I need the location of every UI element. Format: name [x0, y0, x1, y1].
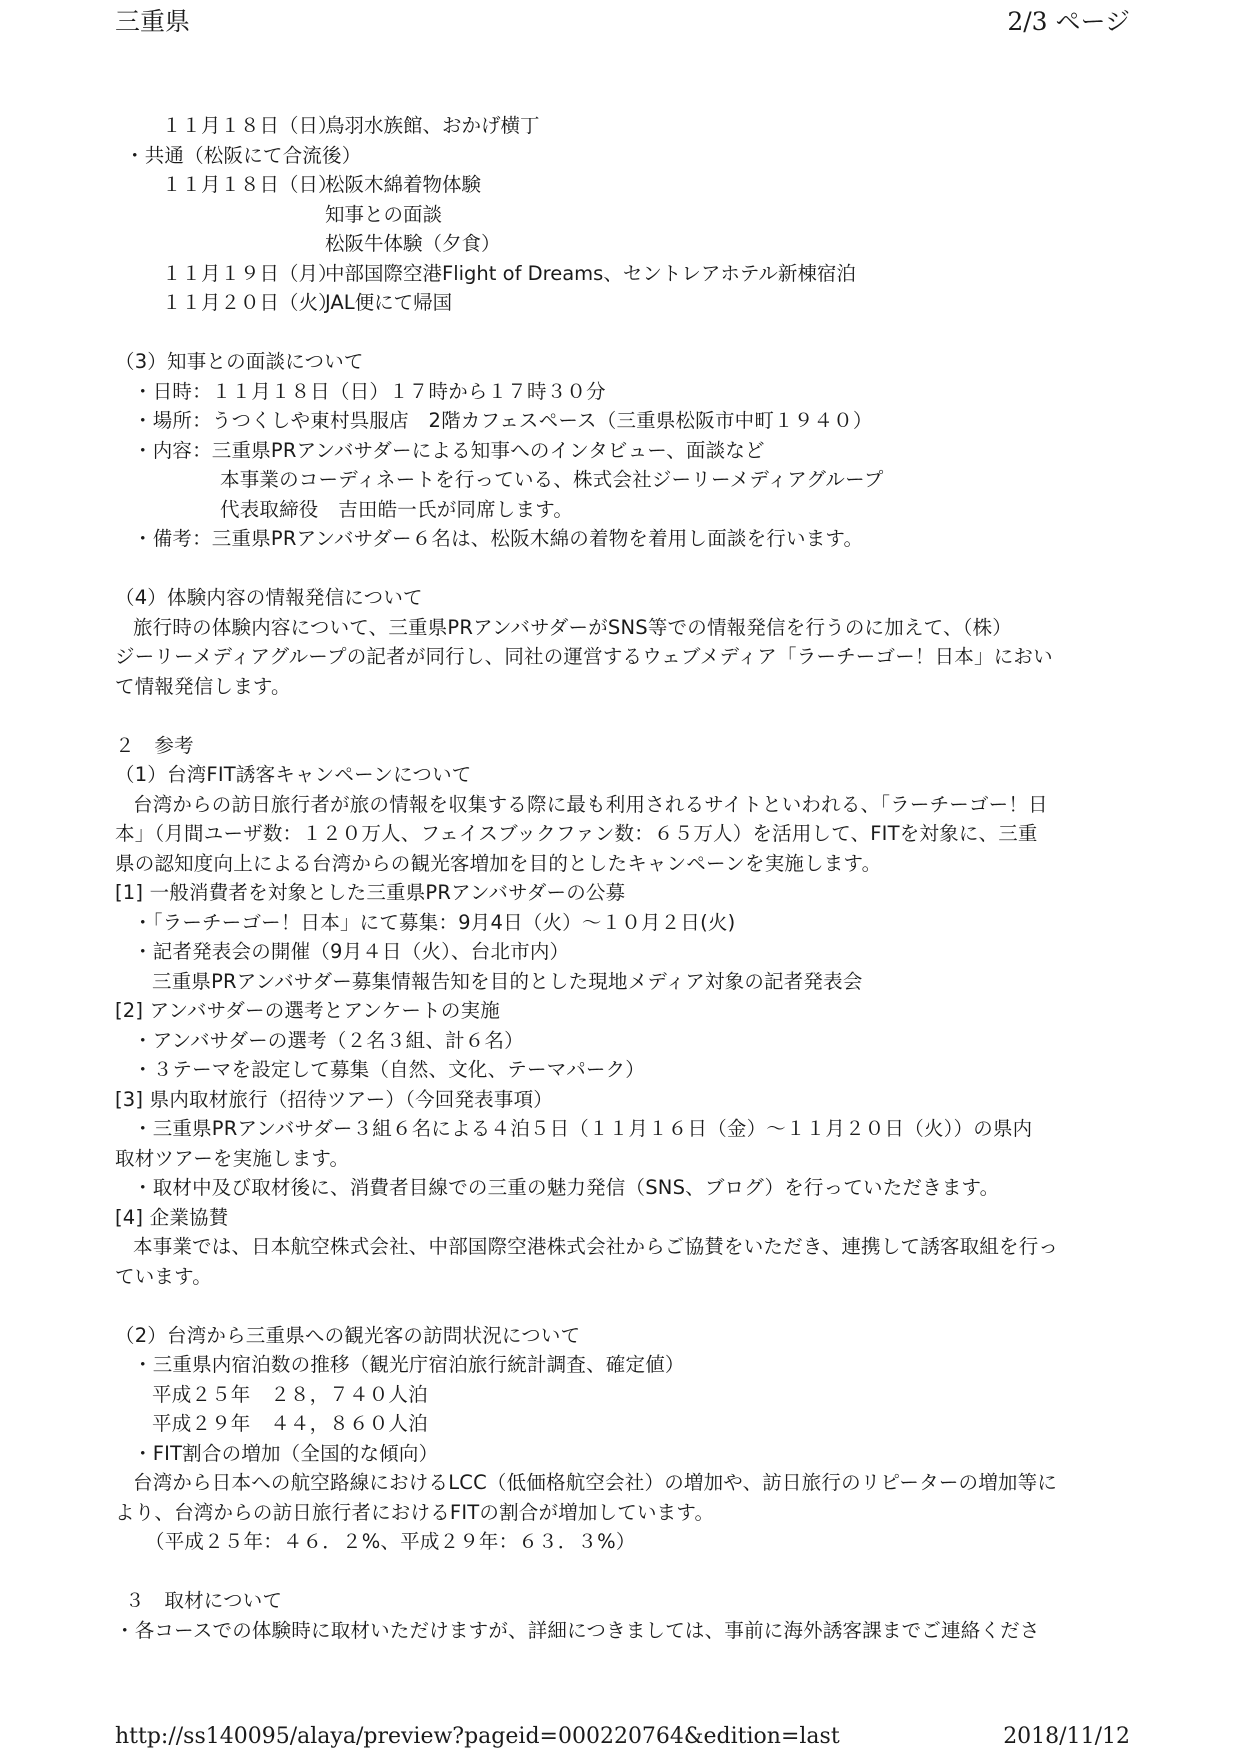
paragraph-line: ・取材中及び取材後に、消費者目線での三重の魅力発信（SNS、ブログ）を行っていただきます。 — [133, 1176, 1000, 1199]
paragraph-line: より、台湾からの訪日旅行者におけるFITの割合が増加しています。 — [115, 1500, 715, 1524]
document-body — [115, 111, 1130, 1645]
paragraph-line: ・「ラーチーゴー！日本」にて募集：9月4日（火）～１０月２日(火) — [133, 910, 736, 934]
paragraph-line: 台湾から日本への航空路線におけるLCC（低価格航空会社）の増加や、訪日旅行のリピーターの増加等に — [133, 1471, 1058, 1494]
paragraph-line: ・備考：三重県PRアンバサダー６名は、松阪木綿の着物を着用し面談を行います。 — [133, 527, 864, 550]
spacer — [115, 318, 1130, 348]
schedule-date: １１月１８日（日） — [162, 114, 338, 137]
page-footer — [115, 1724, 1130, 1749]
schedule-row — [115, 288, 1130, 318]
footer-date: 2018/11/12 — [1003, 1724, 1130, 1749]
header-page-number: 2/3 ページ — [1007, 7, 1130, 36]
paragraph-line: 台湾からの訪日旅行者が旅の情報を収集する際に最も利用されるサイトといわれる、「ラーチーゴー！日 — [133, 792, 1048, 816]
schedule-text: 松阪牛体験（夕食） — [325, 232, 501, 255]
paragraph-line: 県の認知度向上による台湾からの観光客増加を目的としたキャンペーンを実施します。 — [115, 851, 882, 875]
item-heading: [1] 一般消費者を対象とした三重県PRアンバサダーの公募 — [115, 881, 626, 904]
spacer — [115, 1557, 1130, 1587]
paragraph-line: 本」（月間ユーザ数：１２０万人、フェイスブックファン数：６５万人）を活用して、FITを対象に、三重 — [115, 822, 1038, 845]
section-heading: （4）体験内容の情報発信について — [115, 586, 423, 609]
schedule-text: 松阪木綿着物体験 — [325, 173, 482, 196]
page-header — [115, 2, 1130, 38]
stat-line: 平成２５年 ２８，７４０人泊 — [152, 1382, 428, 1406]
paragraph-line: ・記者発表会の開催（9月４日（火）、台北市内） — [133, 940, 570, 963]
section-heading: ３ 取材について — [125, 1589, 283, 1612]
paragraph-line: ・３テーマを設定して募集（自然、文化、テーマパーク） — [133, 1058, 646, 1081]
paragraph-line: ・内容：三重県PRアンバサダーによる知事へのインタビュー、面談など — [133, 438, 765, 462]
spacer — [115, 701, 1130, 731]
paragraph-line: 取材ツアーを実施します。 — [115, 1146, 350, 1170]
paragraph-line: 三重県PRアンバサダー募集情報告知を目的とした現地メディア対象の記者発表会 — [152, 969, 863, 993]
paragraph-line: ・FIT割合の増加（全国的な傾向） — [133, 1441, 439, 1465]
schedule-date — [115, 200, 325, 230]
schedule-text: JAL便にて帰国 — [325, 291, 453, 314]
stat-line: 平成２９年 ４４，８６０人泊 — [152, 1412, 428, 1435]
schedule-row — [115, 229, 1130, 259]
subsection-heading: （1）台湾FIT誘客キャンペーンについて — [115, 763, 472, 786]
section-heading: （3）知事との面談について — [115, 350, 364, 373]
paragraph-line: ジーリーメディアグループの記者が同行し、同社の運営するウェブメディア「ラーチーゴー！日本」におい — [115, 645, 1053, 668]
paragraph-line: ・三重県PRアンバサダー３組６名による４泊５日（１１月１６日（金）～１１月２０日（火））の県内 — [133, 1117, 1033, 1140]
spacer — [115, 1291, 1130, 1321]
paragraph-line: 代表取締役 吉田皓一氏が同席します。 — [220, 497, 574, 521]
item-heading: [2] アンバサダーの選考とアンケートの実施 — [115, 999, 500, 1022]
schedule-date: １１月２０日（火） — [162, 291, 338, 314]
paragraph-line: ・三重県内宿泊数の推移（観光庁宿泊旅行統計調査、確定値） — [133, 1353, 685, 1376]
paragraph-line: 旅行時の体験内容について、三重県PRアンバサダーがSNS等での情報発信を行うのに加えて、（株） — [133, 615, 1013, 639]
paragraph-line: 本事業では、日本航空株式会社、中部国際空港株式会社からご協賛をいただき、連携して誘客取組を行っ — [133, 1235, 1059, 1258]
schedule-date: １１月１８日（日） — [162, 173, 338, 196]
item-heading: [4] 企業協賛 — [115, 1205, 229, 1229]
subsection-heading: （2）台湾から三重県への観光客の訪問状況について — [115, 1323, 581, 1347]
paragraph-line: 本事業のコーディネートを行っている、株式会社ジーリーメディアグループ — [220, 468, 884, 491]
schedule-row — [115, 111, 1130, 141]
schedule-date: １１月１９日（月） — [162, 261, 338, 285]
schedule-text: 知事との面談 — [325, 202, 443, 226]
paragraph-line: て情報発信します。 — [115, 674, 291, 698]
item-heading: [3] 県内取材旅行（招待ツアー）（今回発表事項） — [115, 1087, 553, 1111]
paragraph-line: ・各コースでの体験時に取材いただけますが、詳細につきましては、事前に海外誘客課までご連絡くださ — [115, 1618, 1040, 1642]
header-title: 三重県 — [115, 7, 191, 36]
paragraph-line: ています。 — [115, 1264, 212, 1288]
schedule-row — [115, 170, 1130, 200]
paragraph-line: ・アンバサダーの選考（２名３組、計６名） — [133, 1028, 524, 1052]
spacer — [115, 554, 1130, 584]
footer-url: http://ss140095/alaya/preview?pageid=000220764&edition=last — [115, 1724, 840, 1749]
schedule-date — [115, 229, 325, 259]
paragraph-line: ・場所：うつくしや東村呉服店 2階カフェスペース（三重県松阪市中町１９４０） — [133, 409, 873, 432]
schedule-heading: ・共通（松阪にて合流後） — [125, 143, 362, 167]
schedule-row — [115, 200, 1130, 230]
schedule-row — [115, 259, 1130, 289]
section-heading: ２ 参考 — [115, 733, 194, 757]
paragraph-line: （平成２５年：４６．２%、平成２９年：６３．３%） — [145, 1530, 636, 1553]
schedule-text: 中部国際空港Flight of Dreams、セントレアホテル新棟宿泊 — [325, 261, 856, 285]
paragraph-line: ・日時：１１月１８日（日）１７時から１７時３０分 — [133, 379, 606, 403]
schedule-text: 鳥羽水族館、おかげ横丁 — [325, 114, 540, 137]
